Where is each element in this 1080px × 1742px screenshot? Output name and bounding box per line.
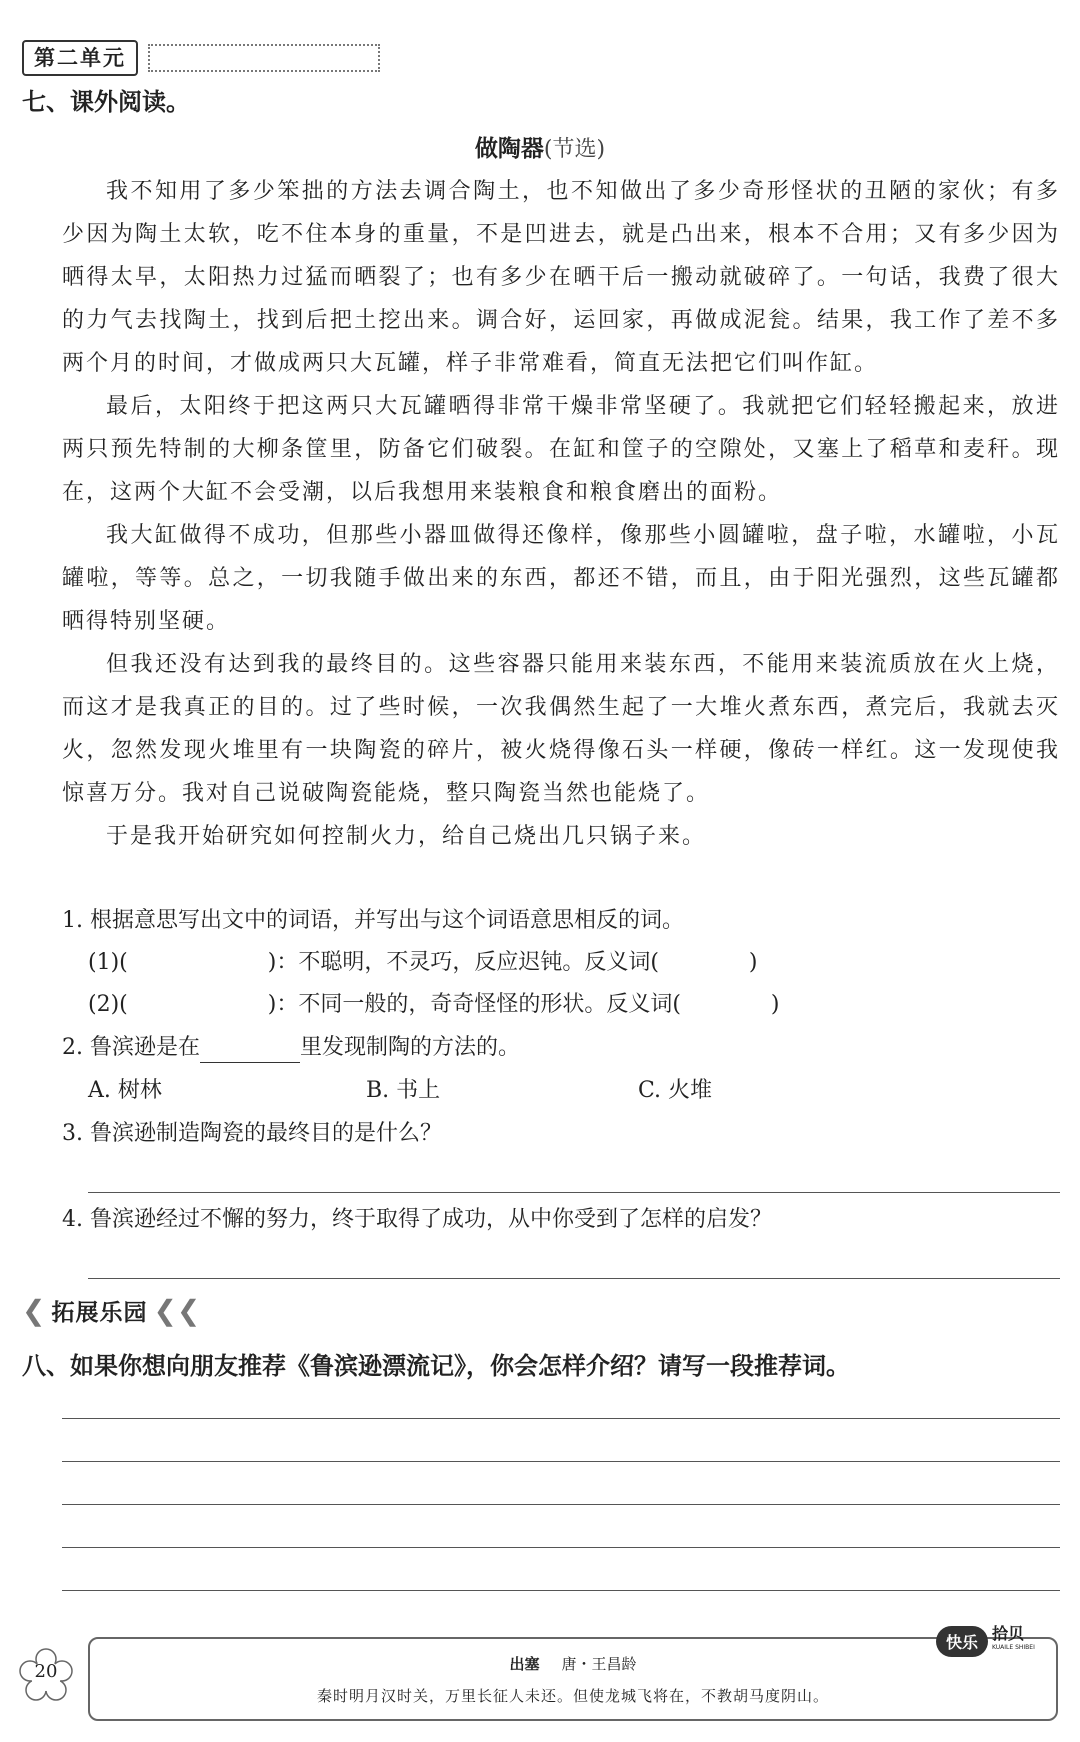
passage-title bbox=[0, 130, 1080, 163]
q2-option-c[interactable]: C. 火堆 bbox=[638, 1078, 713, 1103]
section-8-heading: 八、如果你想向朋友推荐《鲁滨逊漂流记》，你会怎样介绍？请写一段推荐词。 bbox=[22, 1352, 850, 1380]
poem-title-row bbox=[90, 1653, 1056, 1674]
badge-text: 拾贝 bbox=[992, 1624, 1025, 1643]
recommend-line[interactable] bbox=[62, 1461, 1060, 1462]
passage bbox=[62, 170, 1060, 858]
passage-paragraph: 我大缸做得不成功，但那些小器皿做得还像样，像那些小圆罐啦，盘子啦，水罐啦，小瓦罐啦，等等。总之，一切我随手做出来的东西，都还不错，而且，由于阳光强烈，这些瓦罐都晒得特别坚硬。 bbox=[62, 523, 1060, 634]
extension-banner-label: 拓展乐园 bbox=[51, 1299, 148, 1326]
poem-title: 出塞 bbox=[509, 1655, 540, 1673]
recommend-line[interactable] bbox=[62, 1547, 1060, 1548]
q1-item1-def: )：不聪明，不灵巧，反应迟钝。反义词( bbox=[267, 950, 659, 975]
recommend-line[interactable] bbox=[62, 1504, 1060, 1505]
poem-author: 唐・王昌龄 bbox=[561, 1655, 637, 1673]
q1-item2-num: (2)( bbox=[88, 992, 128, 1017]
page-number: 20 bbox=[34, 1661, 58, 1682]
passage-title-note: (节选) bbox=[543, 137, 606, 162]
passage-paragraph: 但我还没有达到我的最终目的。这些容器只能用来装东西，不能用来装流质放在火上烧，而这才是我真正的目的。过了些时候，一次我偶然生起了一大堆火煮东西，煮完后，我就去灭火，忽然发现火堆里有一块陶瓷的碎片，被火烧得像石头一样硬，像砖一样红。这一发现使我惊喜万分。我对自己说破陶瓷能烧，整只陶瓷当然也能烧了。 bbox=[62, 652, 1060, 806]
q3-answer-line[interactable] bbox=[88, 1192, 1060, 1193]
question-3-prompt: 3. 鲁滨逊制造陶瓷的最终目的是什么？ bbox=[62, 1121, 442, 1146]
question-1-prompt: 1. 根据意思写出文中的词语，并写出与这个词语意思相反的词。 bbox=[62, 908, 684, 933]
double-chevron-left-icon: ❮❮ bbox=[153, 1293, 201, 1327]
passage-paragraph: 于是我开始研究如何控制火力，给自己烧出几只锅子来。 bbox=[106, 824, 707, 849]
recommend-line[interactable] bbox=[62, 1590, 1060, 1591]
recommend-line[interactable] bbox=[62, 1418, 1060, 1419]
kuaile-shibei-badge bbox=[936, 1622, 1035, 1660]
poem-body: 秦时明月汉时关，万里长征人未还。但使龙城飞将在，不教胡马度阴山。 bbox=[316, 1687, 829, 1705]
q1-item2-close: ) bbox=[770, 992, 780, 1017]
badge-circle: 快乐 bbox=[936, 1626, 988, 1657]
q2-prompt-a: 2. 鲁滨逊是在 bbox=[62, 1035, 200, 1060]
chevron-left-icon: ❮ bbox=[22, 1293, 46, 1327]
passage-paragraph: 我不知用了多少笨拙的方法去调合陶土，也不知做出了多少奇形怪状的丑陋的家伙；有多少因为陶土太软，吃不住本身的重量，不是凹进去，就是凸出来，根本不合用；又有多少因为晒得太早，太阳热力过猛而晒裂了；也有多少在晒干后一搬动就破碎了。一句话，我费了很大的力气去找陶土，找到后把土挖出来。调合好，运回家，再做成泥瓮。结果，我工作了差不多两个月的时间，才做成两只大瓦罐，样子非常难看，简直无法把它们叫作缸。 bbox=[62, 179, 1060, 376]
q1-item1-num: (1)( bbox=[88, 950, 128, 975]
passage-title-text: 做陶器 bbox=[474, 136, 544, 162]
passage-paragraph: 最后，太阳终于把这两只大瓦罐晒得非常干燥非常坚硬了。我就把它们轻轻搬起来，放进两只预先特制的大柳条筐里，防备它们破裂。在缸和筐子的空隙处，又塞上了稻草和麦秆。现在，这两个大缸不会受潮，以后我想用来装粮食和粮食磨出的面粉。 bbox=[62, 394, 1060, 505]
question-1-item-2 bbox=[88, 990, 780, 1020]
badge-text-group bbox=[988, 1624, 1035, 1655]
extension-banner bbox=[22, 1292, 200, 1328]
q4-answer-line[interactable] bbox=[88, 1278, 1060, 1279]
unit-dotted-bar bbox=[148, 44, 380, 72]
question-1-item-1 bbox=[88, 948, 758, 978]
q2-option-b[interactable]: B. 书上 bbox=[366, 1078, 441, 1103]
badge-subtext: KUAILE SHIBEI bbox=[992, 1644, 1035, 1651]
question-2-prompt bbox=[62, 1033, 520, 1063]
q2-blank[interactable] bbox=[200, 1040, 300, 1063]
section-7-heading: 七、课外阅读。 bbox=[22, 88, 190, 116]
poem-box bbox=[88, 1637, 1058, 1721]
unit-tag: 第二单元 bbox=[22, 40, 138, 76]
question-4-prompt: 4. 鲁滨逊经过不懈的努力，终于取得了成功，从中你受到了怎样的启发？ bbox=[62, 1207, 772, 1232]
q2-prompt-b: 里发现制陶的方法的。 bbox=[299, 1035, 520, 1060]
q2-option-a[interactable]: A. 树林 bbox=[88, 1078, 162, 1103]
q1-item1-close: ) bbox=[748, 950, 758, 975]
q1-item2-def: )：不同一般的，奇奇怪怪的形状。反义词( bbox=[267, 992, 681, 1017]
